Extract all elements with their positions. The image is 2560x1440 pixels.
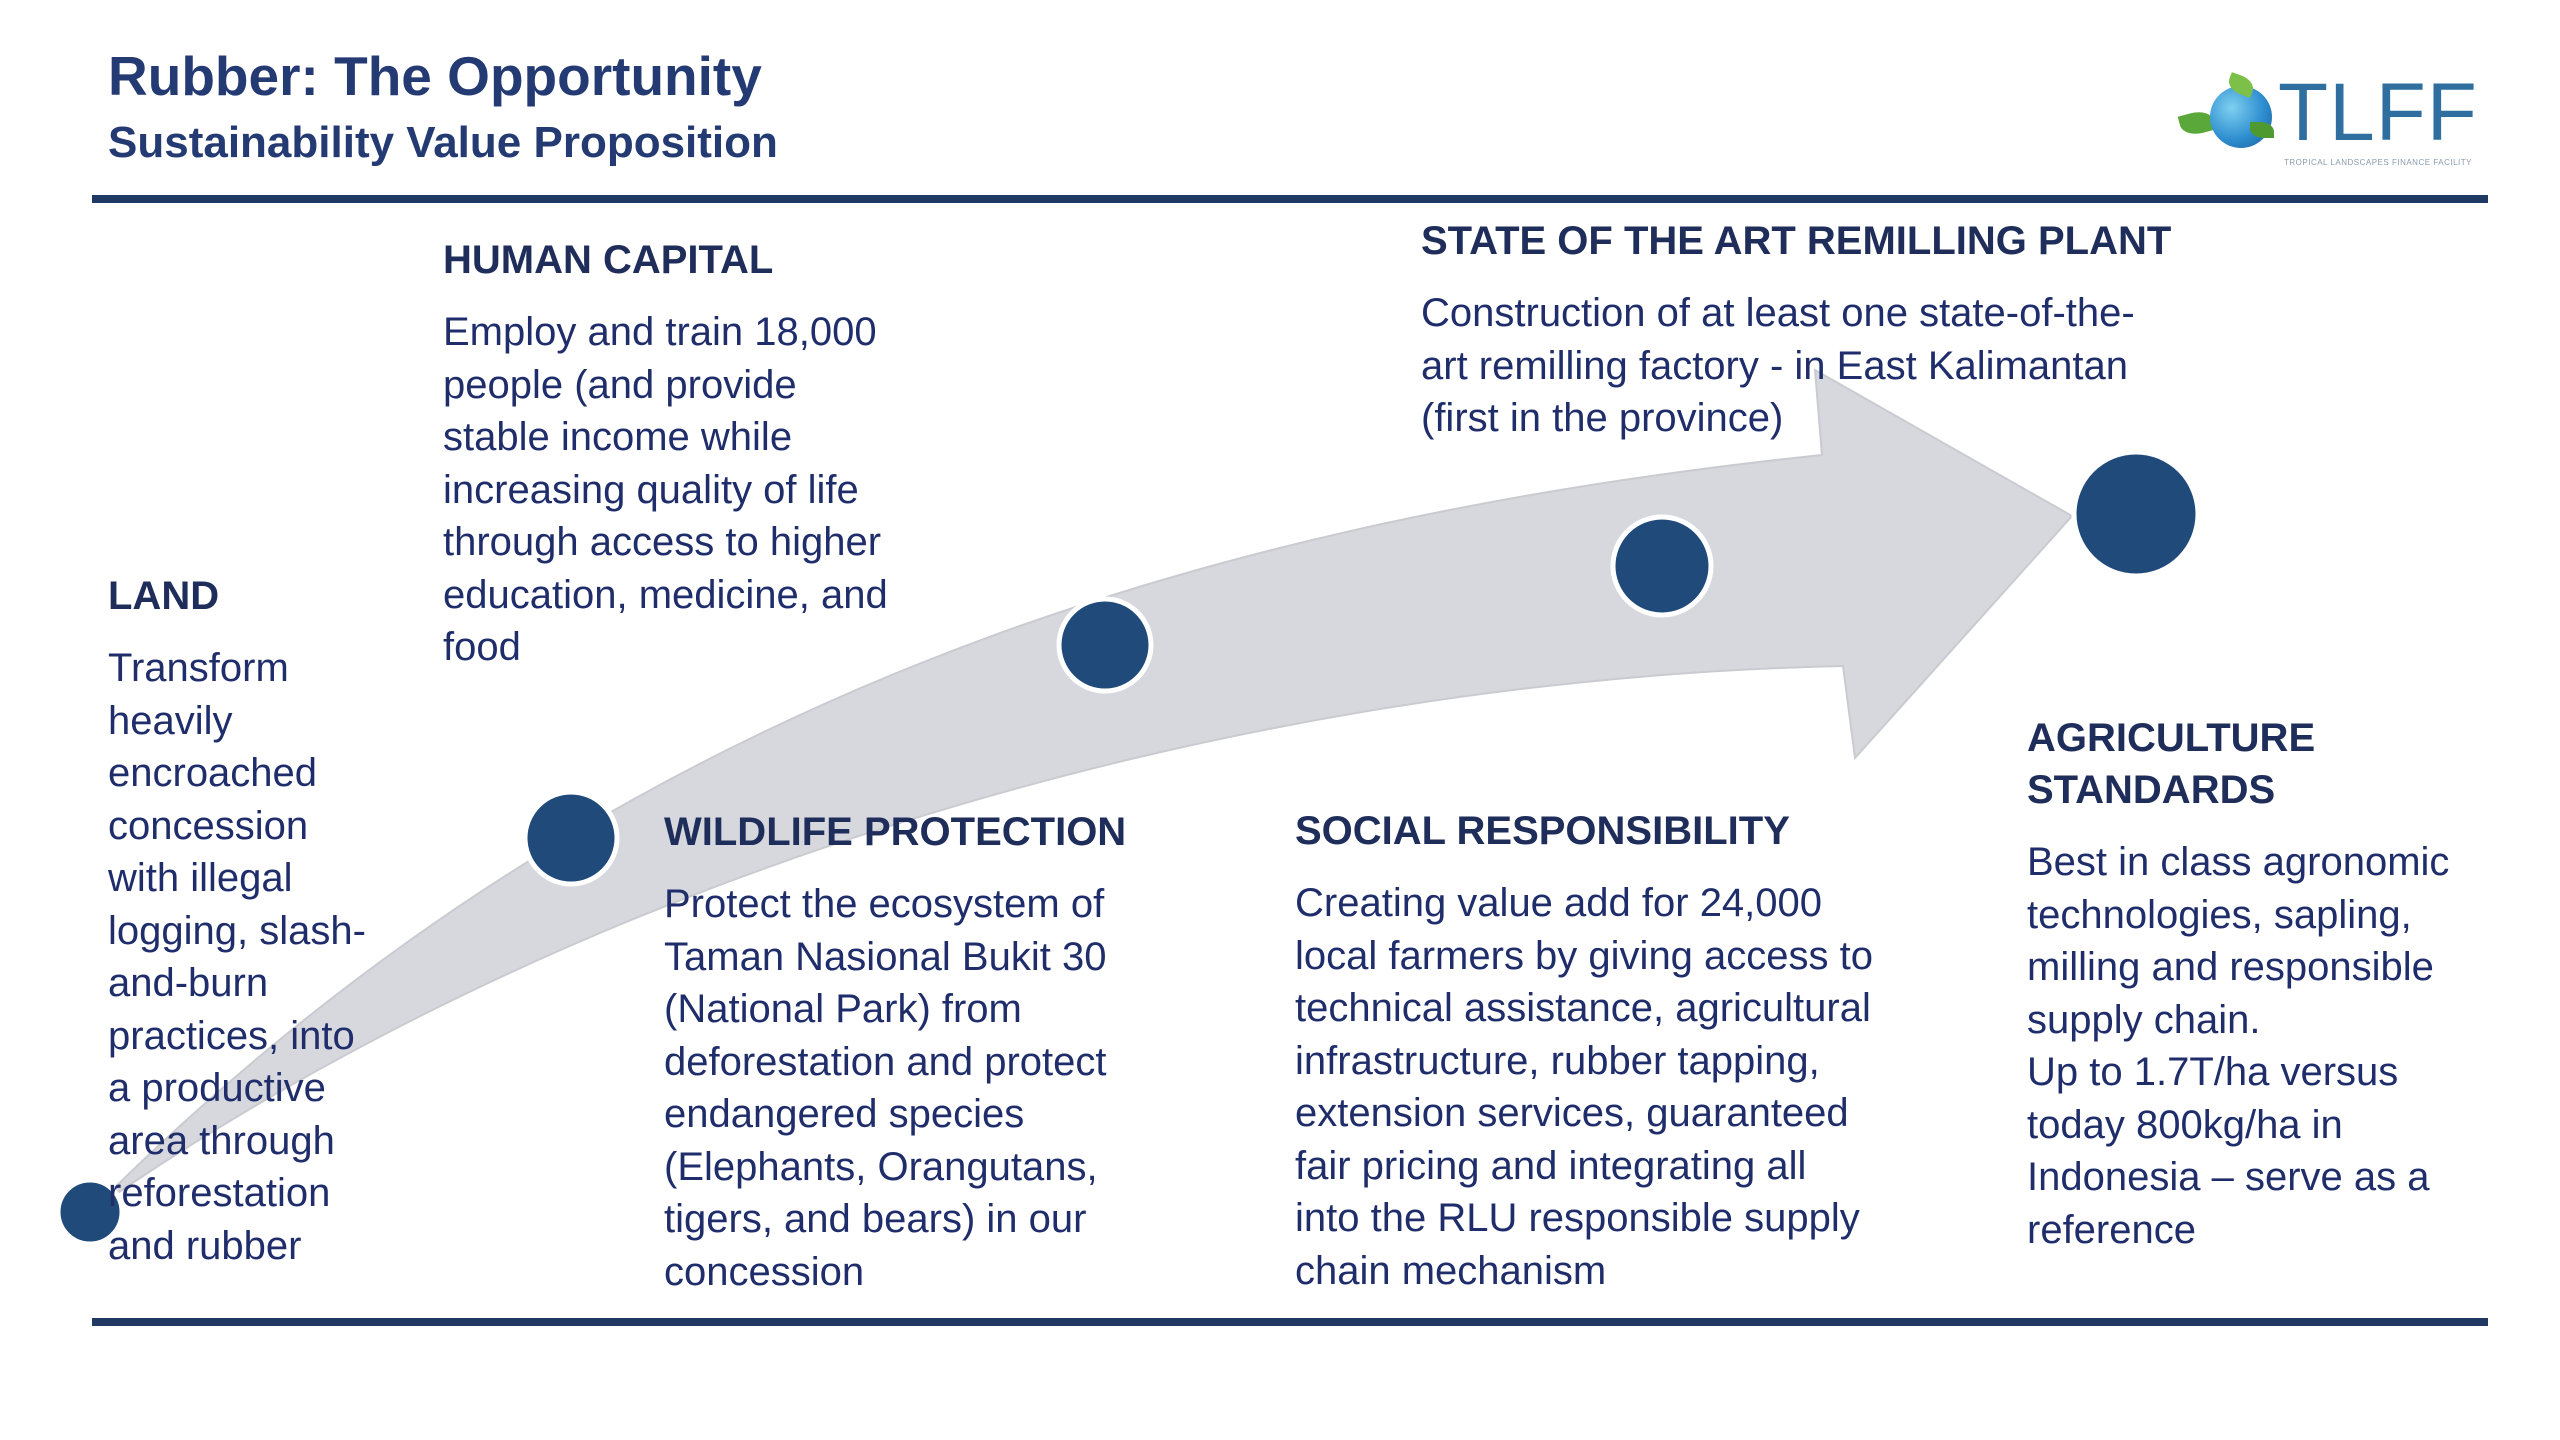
body-line: practices, into — [108, 1013, 355, 1058]
body-line: reference — [2027, 1207, 2196, 1252]
body-line: area through — [108, 1118, 335, 1163]
body-line: chain mechanism — [1295, 1248, 1607, 1293]
body-line: today 800kg/ha in — [2027, 1102, 2343, 1147]
body-line: and rubber — [108, 1223, 302, 1268]
body-line: with illegal — [108, 856, 293, 900]
heading-line: AGRICULTURE — [2027, 716, 2316, 760]
milestone-remilling-plant — [1421, 215, 2171, 445]
milestone-body — [2027, 836, 2449, 1256]
milestone-heading: SOCIAL RESPONSIBILITY — [1295, 809, 1790, 853]
milestone-body — [1295, 877, 1873, 1297]
milestone-social-responsibility — [1295, 805, 1873, 1297]
milestone-dot-wildlife — [1059, 599, 1151, 691]
body-line: (National Park) from — [664, 987, 1022, 1031]
milestone-heading — [2027, 712, 2449, 816]
body-line: education, medicine, and — [443, 572, 888, 617]
body-line: increasing quality of life — [443, 467, 859, 512]
milestone-heading: LAND — [108, 574, 220, 618]
body-line: through access to higher — [443, 520, 882, 564]
body-line: food — [443, 625, 521, 669]
milestone-heading: HUMAN CAPITAL — [443, 238, 774, 282]
body-line: Best in class agronomic — [2027, 840, 2450, 884]
body-line: local farmers by giving access to — [1295, 933, 1874, 978]
body-line: concession — [664, 1249, 865, 1294]
heading-line: STANDARDS — [2027, 768, 2276, 812]
body-line: a productive — [108, 1066, 326, 1110]
body-line: tigers, and bears) in our — [664, 1197, 1087, 1241]
body-line: Protect the ecosystem of — [664, 882, 1105, 926]
body-line: technical assistance, agricultural — [1295, 986, 1871, 1030]
body-line: Construction of at least one state-of-the- — [1421, 291, 2135, 335]
body-line: Creating value add for 24,000 — [1295, 881, 1823, 925]
milestone-land — [108, 570, 366, 1272]
milestone-human-capital — [443, 234, 888, 674]
body-line: (Elephants, Orangutans, — [664, 1144, 1098, 1189]
body-line: Employ and train 18,000 — [443, 310, 877, 354]
milestone-body — [108, 642, 366, 1272]
body-line: heavily — [108, 698, 233, 743]
milestone-body — [443, 306, 888, 674]
body-line: endangered species — [664, 1092, 1025, 1136]
body-line: fair pricing and integrating all — [1295, 1143, 1807, 1188]
body-line: (first in the province) — [1421, 396, 1784, 440]
body-line: people (and provide — [443, 362, 797, 407]
body-line: deforestation and protect — [664, 1039, 1107, 1084]
page-title: Rubber: The Opportunity — [108, 45, 762, 107]
body-line: encroached — [108, 751, 318, 795]
milestone-body — [664, 878, 1126, 1298]
body-line: extension services, guaranteed — [1295, 1091, 1849, 1135]
milestone-heading: WILDLIFE PROTECTION — [664, 810, 1127, 854]
body-line: concession — [108, 803, 309, 848]
milestone-dot-remilling — [1613, 517, 1711, 615]
body-line: Transform — [108, 646, 289, 690]
logo-tagline: TROPICAL LANDSCAPES FINANCE FACILITY — [2284, 158, 2472, 167]
logo-wordmark: TLFF — [2278, 67, 2478, 158]
body-line: Indonesia – serve as a — [2027, 1155, 2430, 1199]
body-line: reforestation — [108, 1171, 331, 1215]
body-line: Taman Nasional Bukit 30 — [664, 934, 1107, 979]
milestone-agriculture-standards — [2027, 712, 2449, 1256]
milestone-wildlife-protection — [664, 806, 1126, 1298]
body-line: Up to 1.7T/ha versus — [2027, 1050, 2399, 1094]
milestone-body — [1421, 287, 2171, 445]
milestone-heading: STATE OF THE ART REMILLING PLANT — [1421, 219, 2172, 263]
milestone-dot-human-capital — [525, 792, 617, 884]
body-line: into the RLU responsible supply — [1295, 1196, 1860, 1240]
body-line: art remilling factory - in East Kalimantan — [1421, 343, 2128, 388]
body-line: supply chain. — [2027, 997, 2261, 1042]
page-subtitle: Sustainability Value Proposition — [108, 118, 778, 167]
milestone-dot-agriculture — [2074, 452, 2198, 576]
body-line: stable income while — [443, 415, 793, 459]
body-line: infrastructure, rubber tapping, — [1295, 1038, 1820, 1083]
body-line: technologies, sapling, — [2027, 892, 2412, 937]
body-line: milling and responsible — [2027, 945, 2434, 989]
body-line: logging, slash- — [108, 908, 366, 953]
body-line: and-burn — [108, 961, 269, 1005]
